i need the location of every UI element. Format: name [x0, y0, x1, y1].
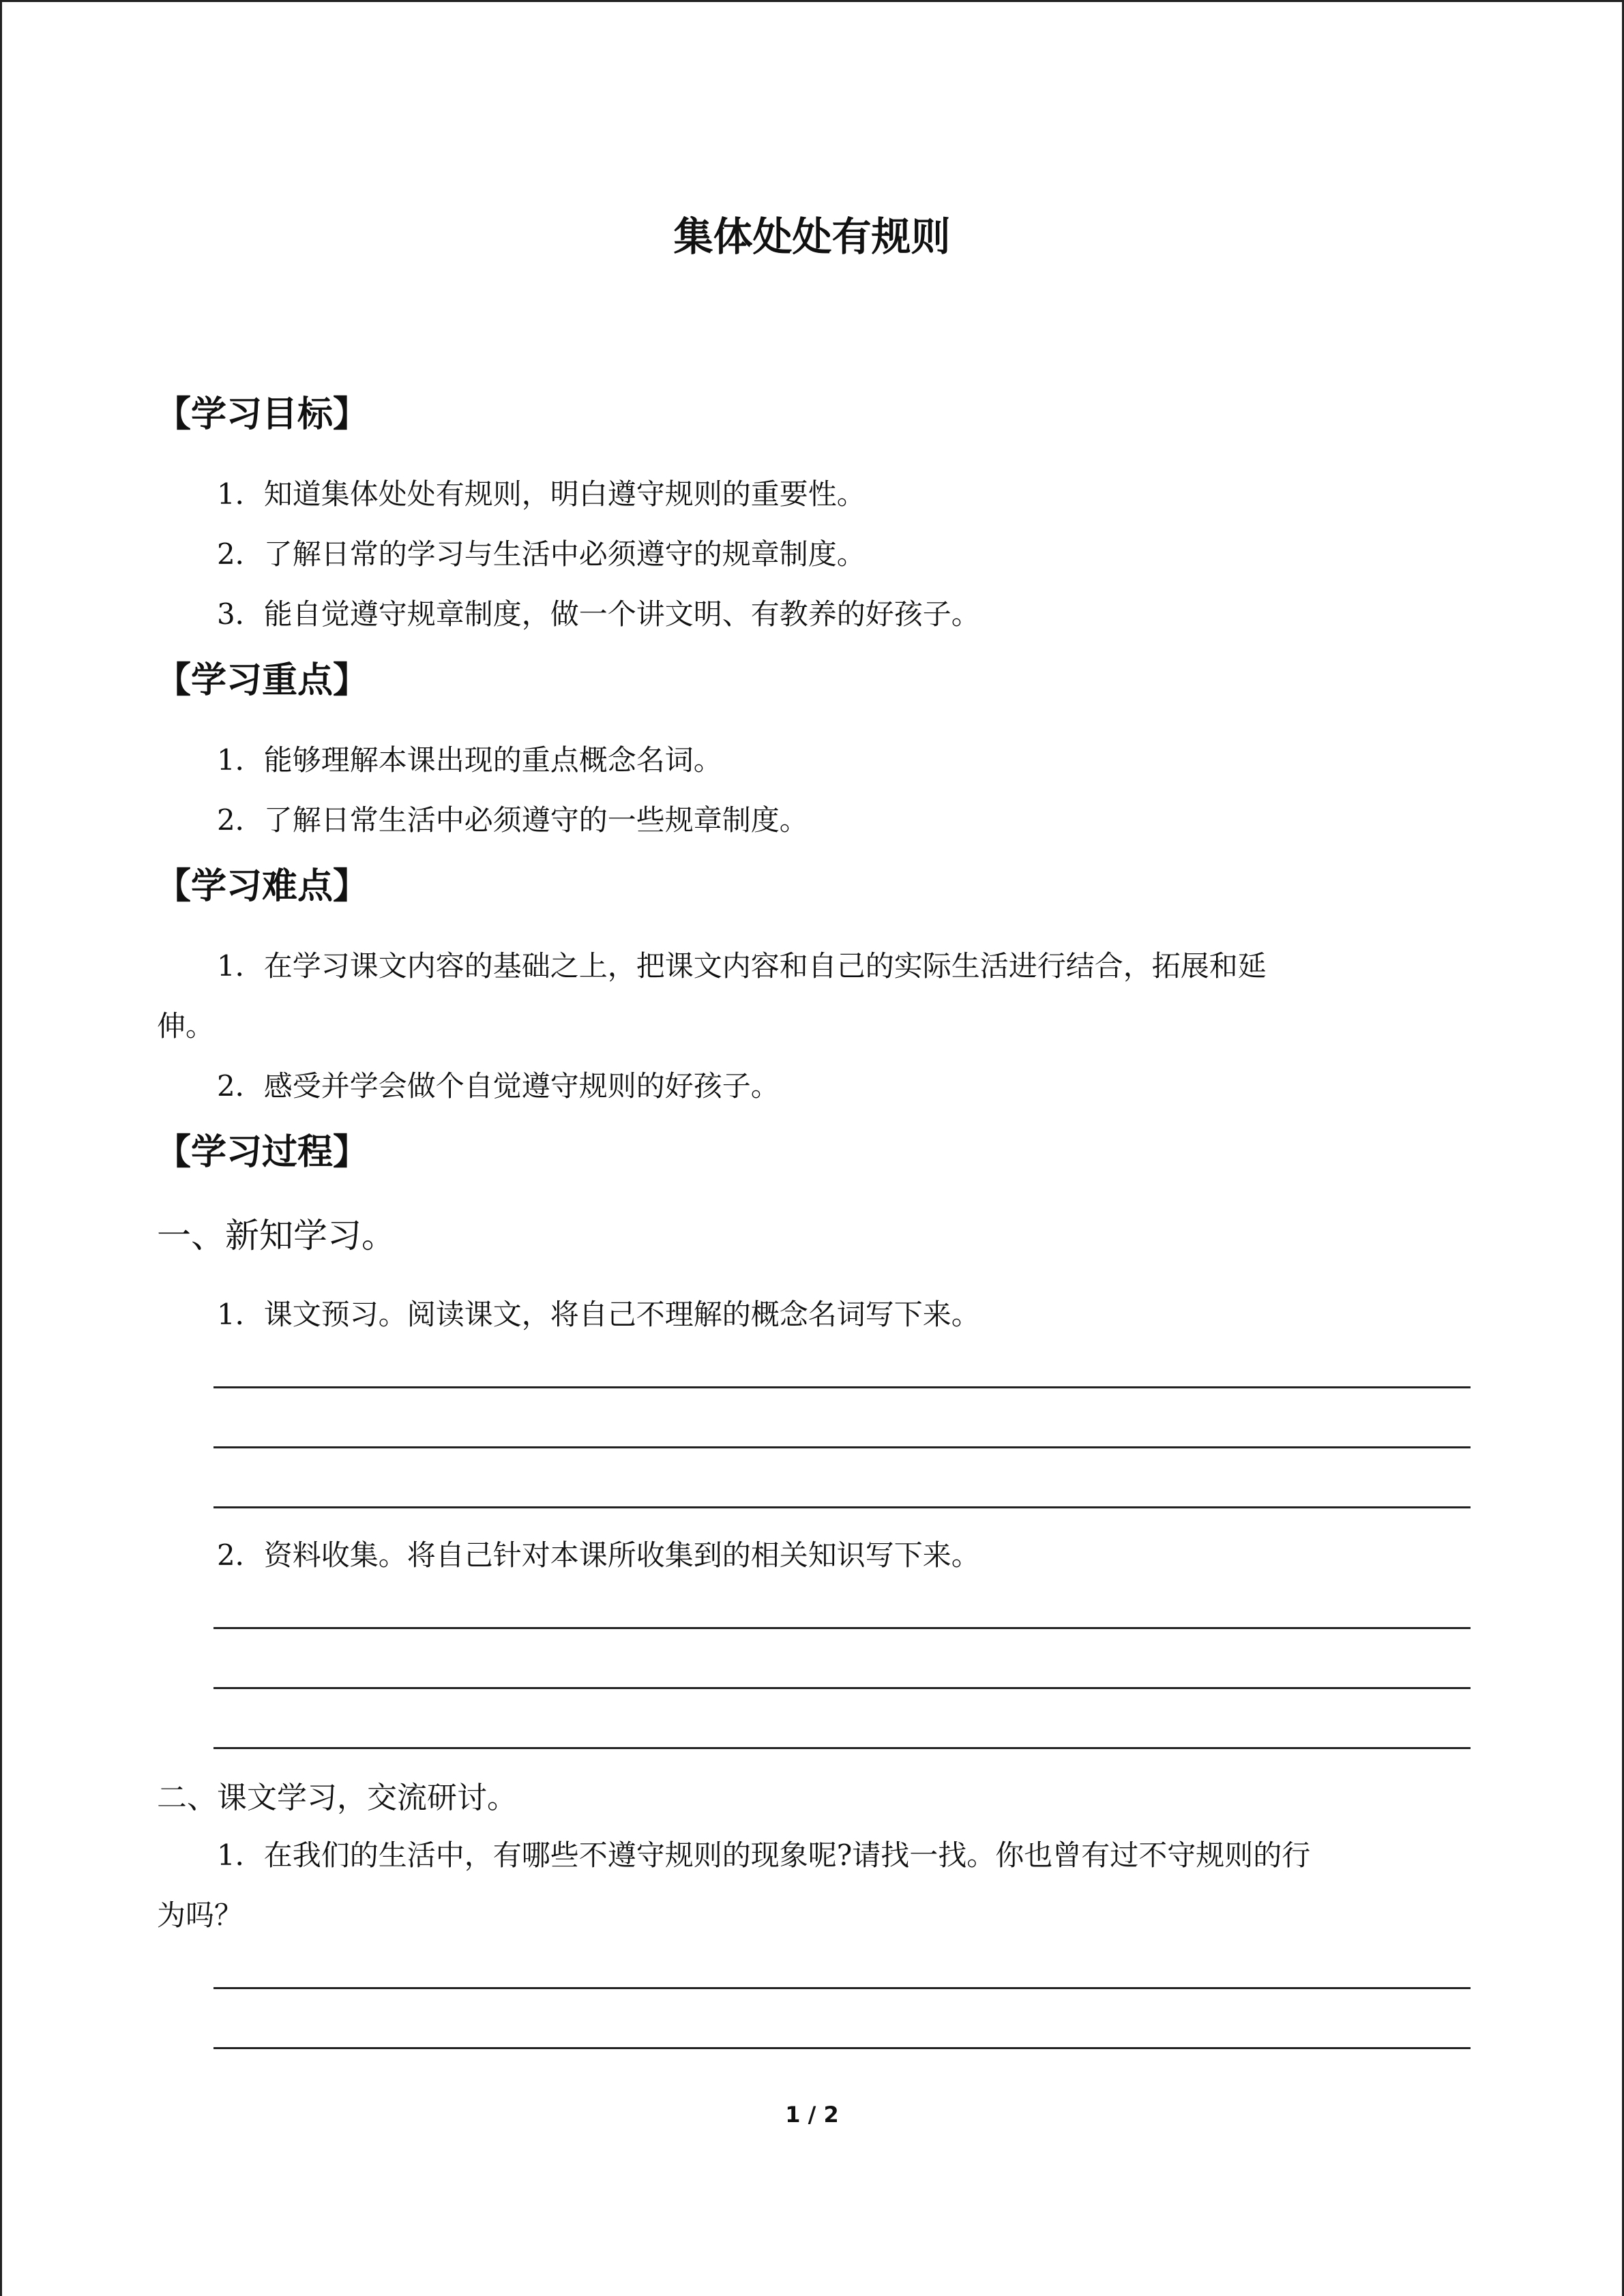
part-2-title: 二、课文学习，交流研讨。: [157, 1780, 517, 1815]
goal-item-2: 2．了解日常的学习与生活中必须遵守的规章制度。: [217, 537, 866, 571]
goal-item-1: 1．知道集体处处有规则，明白遵守规则的重要性。: [217, 477, 866, 511]
part-1-question-1: 1．课文预习。阅读课文，将自己不理解的概念名词写下来。: [217, 1298, 980, 1331]
goal-item-3: 3．能自觉遵守规章制度，做一个讲文明、有教养的好孩子。: [217, 597, 980, 631]
heading-learning-process: 【学习过程】: [156, 1132, 369, 1173]
heading-difficulties: 【学习难点】: [156, 866, 369, 907]
part-1-question-2: 2．资料收集。将自己针对本课所收集到的相关知识写下来。: [217, 1538, 980, 1572]
page-border-left: [0, 0, 2, 2296]
difficulty-item-1-line-2: 伸。: [157, 1009, 215, 1043]
answer-line[interactable]: [213, 1987, 1471, 1989]
key-point-item-1: 1．能够理解本课出现的重点概念名词。: [217, 743, 722, 777]
heading-learning-goals: 【学习目标】: [156, 394, 369, 435]
part-2-question-1-line-2: 为吗？: [157, 1898, 243, 1932]
key-point-item-2: 2．了解日常生活中必须遵守的一些规章制度。: [217, 803, 808, 837]
answer-line[interactable]: [213, 1386, 1471, 1388]
answer-line[interactable]: [213, 1446, 1471, 1448]
answer-line[interactable]: [213, 2047, 1471, 2049]
difficulty-item-2: 2．感受并学会做个自觉遵守规则的好孩子。: [217, 1069, 780, 1103]
heading-key-points: 【学习重点】: [156, 660, 369, 701]
difficulty-item-1-line-1: 1．在学习课文内容的基础之上，把课文内容和自己的实际生活进行结合，拓展和延: [217, 949, 1267, 983]
answer-line[interactable]: [213, 1747, 1471, 1749]
part-1-title: 一、新知学习。: [157, 1216, 396, 1255]
answer-line[interactable]: [213, 1506, 1471, 1508]
answer-line[interactable]: [213, 1627, 1471, 1629]
answer-line[interactable]: [213, 1687, 1471, 1689]
page-border-top: [0, 0, 1624, 2]
part-2-question-1-line-1: 1．在我们的生活中，有哪些不遵守规则的现象呢?请找一找。你也曾有过不守规则的行: [217, 1838, 1311, 1872]
document-title: 集体处处有规则: [673, 213, 951, 260]
page-number: 1 / 2: [785, 2102, 839, 2128]
